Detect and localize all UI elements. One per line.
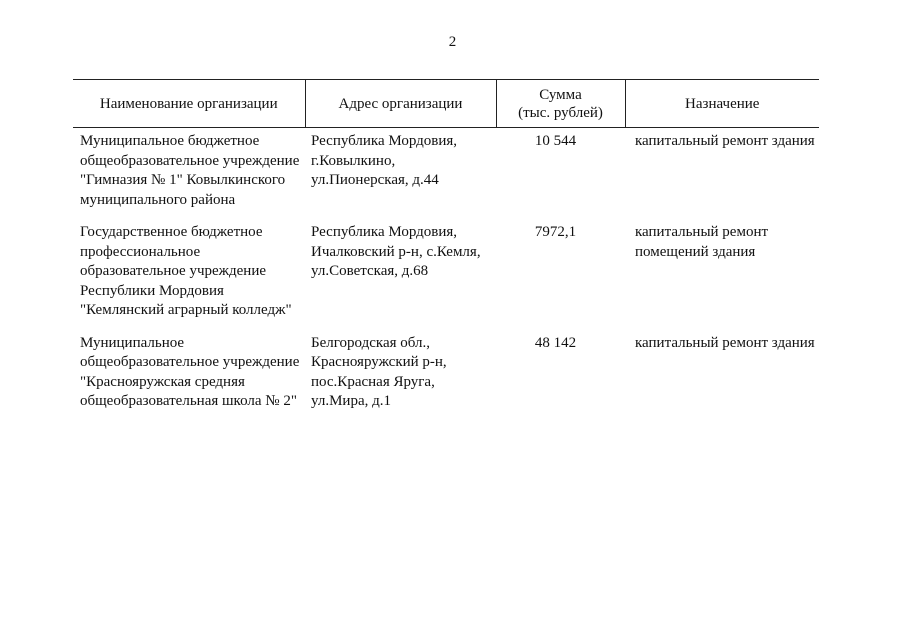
address-cell: Белгородская обл., Краснояружский р-н, пос.Красная Яруга, ул.Мира, д.1 [311, 334, 447, 409]
header-purpose: Назначение [625, 80, 819, 128]
header-sum-line2: (тыс. рублей) [518, 104, 603, 121]
page-number: 2 [448, 34, 457, 50]
table-row [73, 128, 819, 220]
table-row [73, 219, 819, 330]
purpose-cell: капитальный ремонт здания [635, 133, 815, 149]
purpose-cell: капитальный ремонт здания [635, 334, 815, 351]
table-body [73, 128, 819, 421]
sum-cell: 10 544 [534, 133, 577, 149]
header-organization: Наименование организации [99, 95, 278, 112]
sum-cell: 48 142 [534, 334, 577, 351]
address-cell: Республика Мордовия, Ичалковский р-н, с.Кемля, ул.Советская, д.68 [311, 224, 481, 279]
sum-cell: 7972,1 [534, 224, 577, 240]
header-row [73, 80, 819, 128]
header-address: Адрес организации [305, 80, 496, 128]
organization-cell: Государственное бюджетное профессиональное образовательное учреждение Республики Мордовия "Кемлянский аграрный колледж" [80, 224, 292, 318]
allocation-table [73, 79, 819, 421]
address-cell: Республика Мордовия, г.Ковылкино, ул.Пионерская, д.44 [311, 133, 458, 188]
table-row [73, 330, 819, 421]
purpose-cell: капитальный ремонт помещений здания [635, 224, 769, 260]
organization-cell: Муниципальное общеобразовательное учреждение "Краснояружская средняя общеобразовательная школа № 2" [80, 334, 300, 409]
header-sum [496, 80, 625, 128]
header-sum-line1: Сумма [539, 86, 582, 103]
organization-cell: Муниципальное бюджетное общеобразовательное учреждение "Гимназия № 1" Ковылкинского муниципального района [80, 133, 300, 208]
table-header [73, 80, 819, 128]
